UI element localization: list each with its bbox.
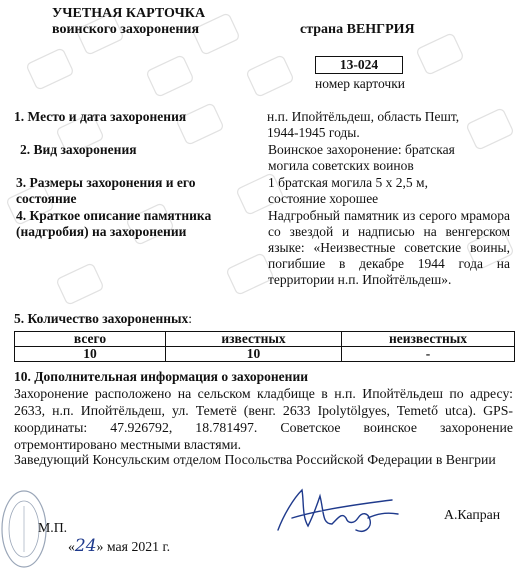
signature-date: [68, 538, 170, 555]
field-4-label-line-2: (надгробия) на захоронении: [16, 224, 187, 239]
date-quote-open: «: [68, 539, 75, 554]
date-quote-close: »: [96, 539, 104, 554]
field-3-label-line-2: состояние: [16, 191, 77, 206]
card-title: УЧЕТНАЯ КАРТОЧКА: [52, 6, 206, 21]
field-1-label: 1. Место и дата захоронения: [14, 109, 187, 124]
signer-name: А.Капран: [444, 507, 501, 522]
field-4-label-line-1: 4. Краткое описание памятника: [16, 208, 212, 223]
count-section-colon: :: [188, 311, 193, 326]
field-4-value: Надгробный памятник из серого мрамора со звездой и надписью на венгерском языке: «Неизвестные советские воины, погибшие в декабре 1944 года на территории н.п. Ипойтёльдеш».: [268, 208, 510, 287]
count-header-unknown: неизвестных: [342, 332, 515, 347]
count-header-known: известных: [166, 332, 342, 347]
card-subtitle: воинского захоронения: [52, 22, 200, 37]
field-2-value-line-1: Воинское захоронение: братская: [268, 142, 455, 157]
stamp-place-mark: М.П.: [38, 520, 68, 535]
additional-info-text: Захоронение расположено на сельском кладбище в н.п. Ипойтёльдеш по адресу: 2633, н.п. Ипойтёльдеш, ул. Теметё (венг. 2633 Ipolytölgyes, Temető utca). GPS-координаты: 47.926792, 18.781497. Советское воинское захоронение отремонтировано местными властями.: [14, 386, 513, 452]
date-month-year: мая 2021 г.: [103, 539, 171, 554]
card-number-box: 13-024: [315, 56, 403, 74]
card-number-caption: номер карточки: [315, 76, 405, 91]
count-table-header-row: [15, 332, 515, 347]
handwritten-signature: [272, 484, 412, 540]
additional-info-label: 10. Дополнительная информация о захоронении: [14, 369, 309, 384]
count-table: [14, 331, 515, 362]
field-2-label: 2. Вид захоронения: [20, 142, 137, 157]
date-day: 24: [74, 536, 97, 556]
count-table-values-row: [15, 347, 515, 362]
field-1-value-line-1: н.п. Ипойтёльдеш, область Пешт,: [267, 109, 460, 124]
field-3-value-line-1: 1 братская могила 5 х 2,5 м,: [268, 175, 428, 190]
field-1-value-line-2: 1944-1945 годы.: [267, 125, 360, 140]
country-label: страна ВЕНГРИЯ: [300, 22, 415, 37]
field-3-label-line-1: 3. Размеры захоронения и его: [16, 175, 196, 190]
count-section-label: 5. Количество захороненных: [14, 311, 189, 326]
count-section-heading: [14, 311, 192, 327]
count-value-known: 10: [166, 347, 342, 362]
field-3-value-line-2: состояние хорошее: [268, 191, 379, 206]
count-value-unknown: -: [342, 347, 515, 362]
count-header-total: всего: [15, 332, 166, 347]
signer-title: Заведующий Консульским отделом Посольства Российской Федерации в Венгрии: [14, 452, 496, 467]
field-2-value-line-2: могила советских воинов: [268, 158, 414, 173]
count-value-total: 10: [15, 347, 166, 362]
